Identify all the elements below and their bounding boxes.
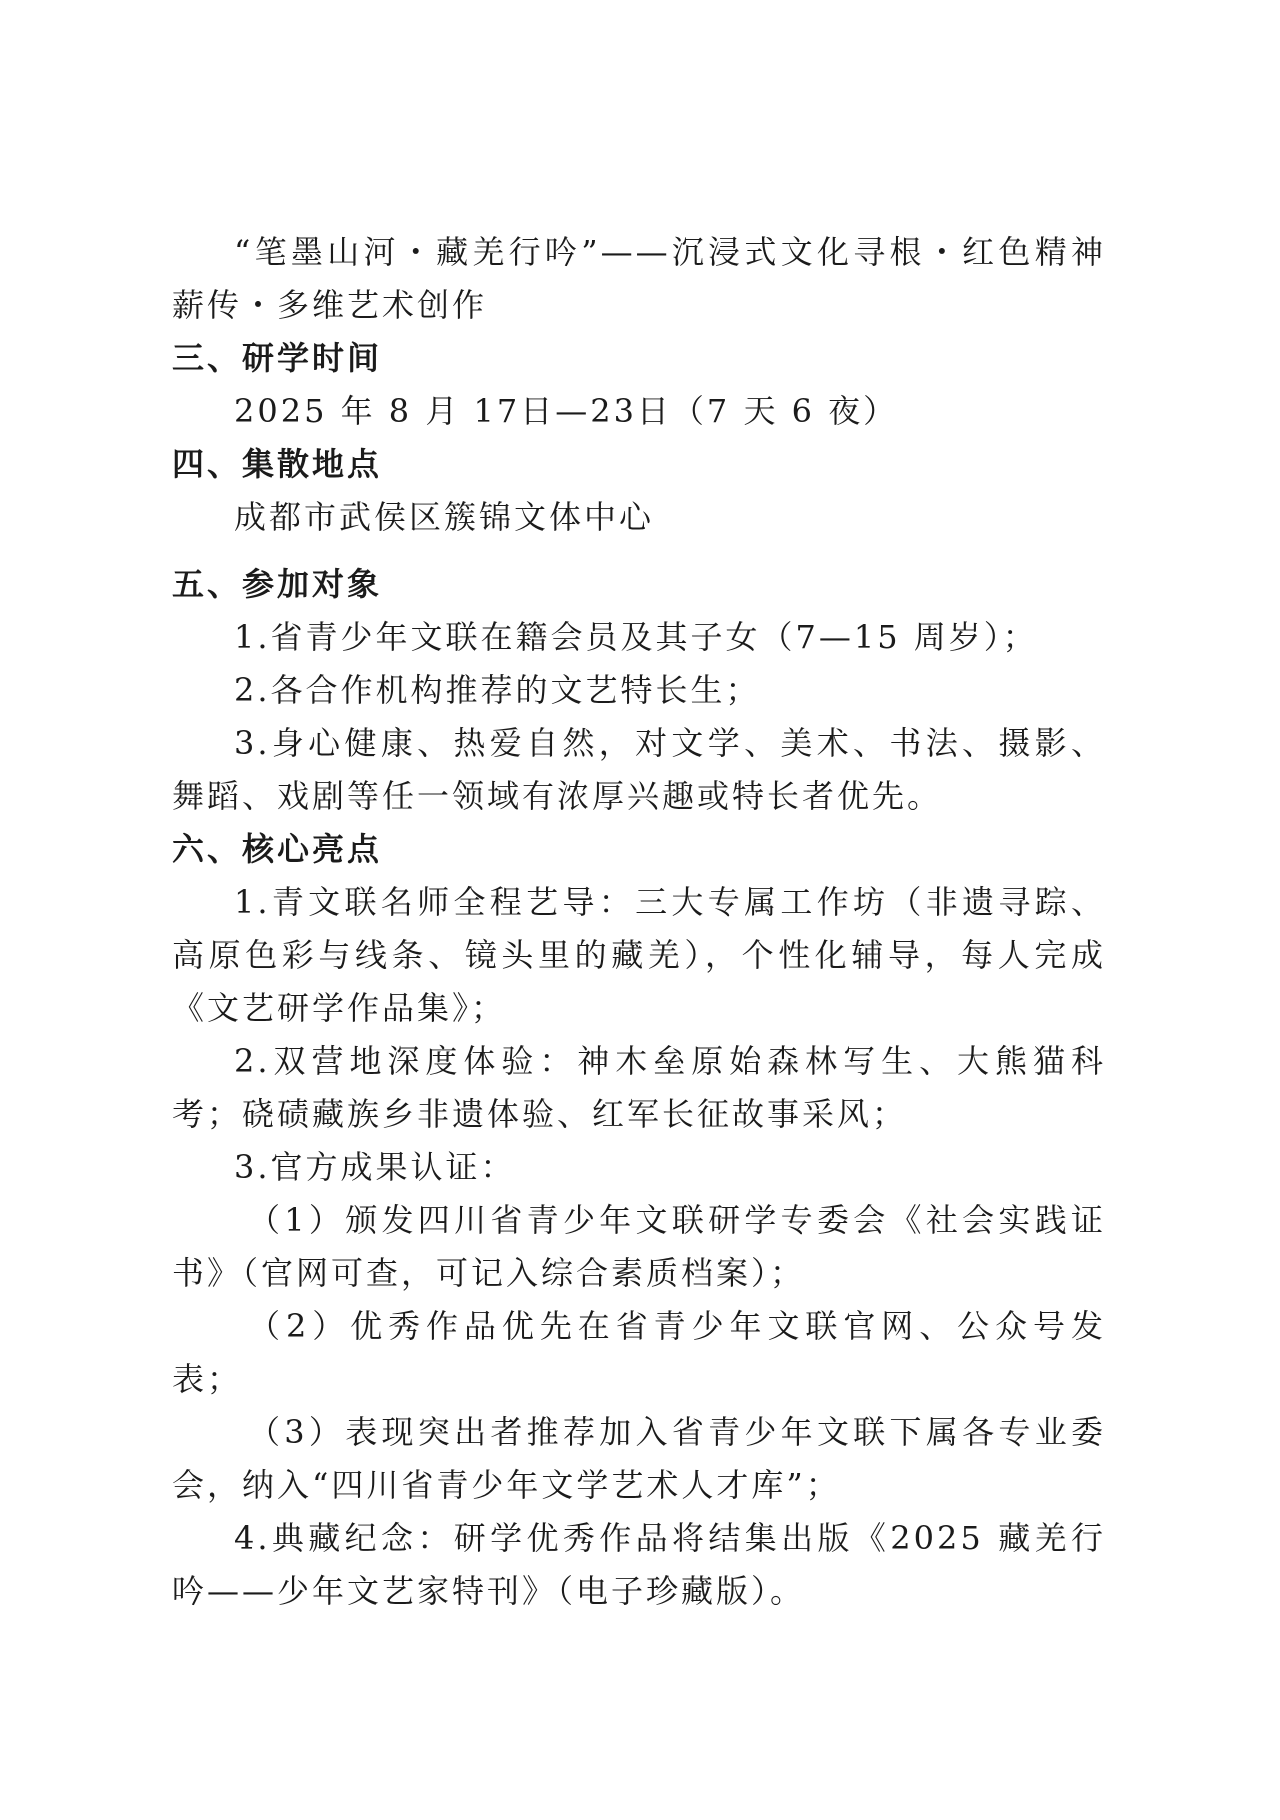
- section-heading-time: 三、研学时间: [172, 339, 383, 377]
- highlight-item: 3.官方成果认证：: [234, 1148, 516, 1186]
- participants-item: 2.各合作机构推荐的文艺特长生；: [234, 671, 761, 709]
- certification-sub-item: （1）颁发四川省青少年文联研学专委会《社会实践证书》（官网可查，可记入综合素质档案）；: [172, 1201, 1106, 1292]
- highlight-item: 4.典藏纪念：研学优秀作品将结集出版《2025 藏羌行吟——少年文艺家特刊》（电子珍藏版）。: [172, 1519, 1106, 1610]
- certification-sub-item: （2）优秀作品优先在省青少年文联官网、公众号发表；: [172, 1307, 1106, 1398]
- document-body: [172, 226, 1106, 1618]
- section-heading-participants: 五、参加对象: [172, 565, 383, 603]
- gathering-location-text: 成都市武侯区簇锦文体中心: [234, 498, 655, 536]
- spacer: [172, 544, 1106, 558]
- participants-item: 3.身心健康、热爱自然，对文学、美术、书法、摄影、舞蹈、戏剧等任一领域有浓厚兴趣或特长者优先。: [172, 724, 1106, 815]
- certification-sub-item: （3）表现突出者推荐加入省青少年文联下属各专业委会，纳入“四川省青少年文学艺术人才库”；: [172, 1413, 1106, 1504]
- participants-item: 1.省青少年文联在籍会员及其子女（7—15 周岁）；: [234, 618, 1038, 656]
- highlight-item: 2.双营地深度体验：神木垒原始森林写生、大熊猫科考；硗碛藏族乡非遗体验、红军长征故事采风；: [172, 1042, 1106, 1133]
- study-time-text: 2025 年 8 月 17日—23日（7 天 6 夜）: [234, 392, 899, 430]
- highlight-item: 1.青文联名师全程艺导：三大专属工作坊（非遗寻踪、高原色彩与线条、镜头里的藏羌），个性化辅导，每人完成《文艺研学作品集》；: [172, 883, 1106, 1027]
- section-heading-highlights: 六、核心亮点: [172, 830, 383, 868]
- intro-paragraph: “笔墨山河・藏羌行吟”——沉浸式文化寻根・红色精神薪传・多维艺术创作: [172, 233, 1106, 324]
- section-heading-location: 四、集散地点: [172, 445, 383, 483]
